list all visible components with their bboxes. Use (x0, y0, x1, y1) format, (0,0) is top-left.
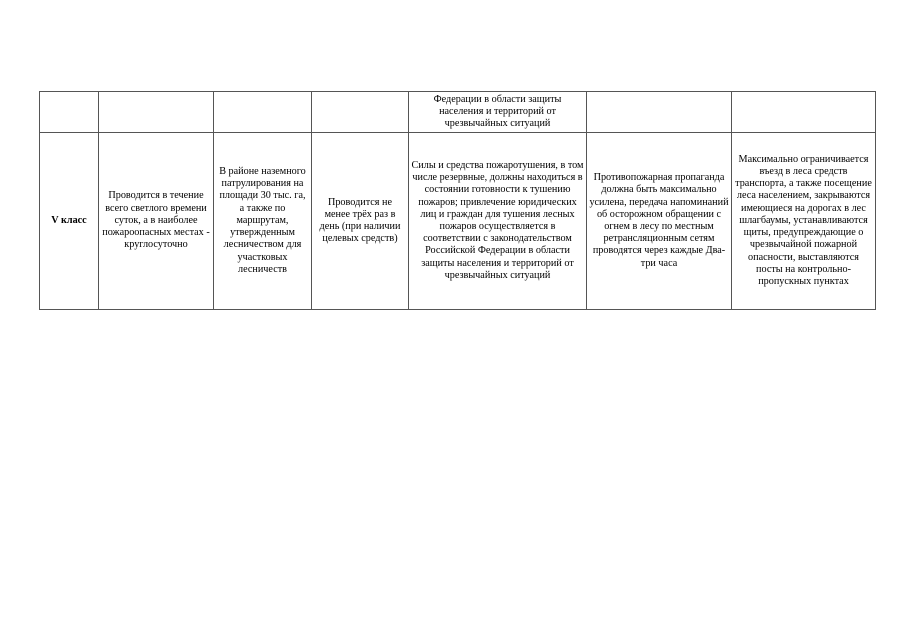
table-cell-firefighting-forces (409, 133, 587, 310)
table-cell-patrol-area (214, 133, 312, 310)
table-cell-empty (99, 92, 214, 133)
class-label: V класс (51, 214, 87, 226)
firefighting-forces-text: Силы и средства пожаротушения, в том числе резервные, должны находиться в состоянии готовности к тушению пожаров; привлечение юридических лиц и граждан для тушения лесных пожаров осуществляется в соответствии с законодательством Российской Федерации в области защиты населения и территорий от чрезвычайных ситуаций (411, 159, 584, 281)
table-cell-ground-patrol-time (99, 133, 214, 310)
table-cell-empty (312, 92, 409, 133)
table-cell-empty (40, 92, 99, 133)
air-patrol-text: Проводится не менее трёх раз в день (при наличии целевых средств) (319, 196, 401, 245)
table-cell-class (40, 133, 99, 310)
table-cell-empty (587, 92, 732, 133)
table-cell-air-patrol (312, 133, 409, 310)
table-cell-access-restrictions (732, 133, 876, 310)
ground-patrol-time-text: Проводится в течение всего светлого времени суток, а в наиболее пожароопасных местах - круглосуточно (102, 190, 210, 251)
patrol-area-text: В районе наземного патрулирования на площади 30 тыс. га, а также по маршрутам, утвержденным лесничеством для участковых лесничеств (219, 166, 306, 275)
forces-continuation-text: Федерации в области защиты населения и территорий от чрезвычайных ситуаций (433, 93, 562, 130)
table-row (40, 92, 876, 133)
table-cell-forces-continuation (409, 92, 587, 133)
table-cell-empty (214, 92, 312, 133)
table-cell-propaganda (587, 133, 732, 310)
fire-danger-class-table (39, 91, 876, 310)
table-row (40, 133, 876, 310)
table-cell-empty (732, 92, 876, 133)
access-restrictions-text: Максимально ограничивается въезд в леса средств транспорта, а также посещение леса населением, закрываются имеющиеся на дорогах в лес шлагбаумы, устанавливаются щиты, предупреждающие о чрезвычайной пожарной опасности, выставляются посты на контрольно-пропускных пунктах (735, 153, 872, 287)
propaganda-text: Противопожарная пропаганда должна быть максимально усилена, передача напоминаний об осторожном обращении с огнем в лесу по местным ретрансляционным сетям проводятся через каждые Два-три часа (589, 172, 729, 269)
